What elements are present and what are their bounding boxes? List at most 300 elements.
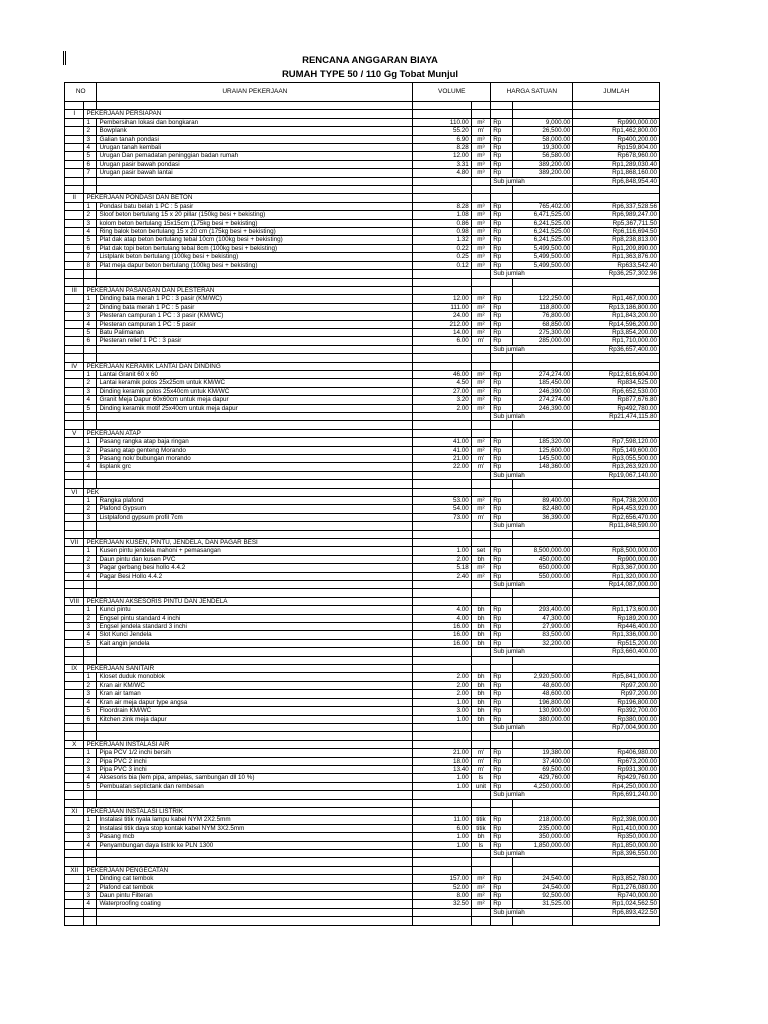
empty-cell bbox=[65, 261, 84, 269]
item-unit: bh bbox=[471, 698, 490, 706]
empty-cell bbox=[573, 740, 660, 748]
item-unit: m' bbox=[471, 513, 490, 521]
subtotal-label: Sub jumlah bbox=[491, 522, 573, 530]
empty-cell bbox=[573, 539, 660, 547]
item-currency: Rp bbox=[491, 816, 513, 824]
item-currency: Rp bbox=[491, 774, 513, 782]
item-unit-price: 24,540.00 bbox=[512, 875, 573, 883]
item-volume: 53.00 bbox=[413, 497, 471, 505]
item-currency: Rp bbox=[491, 370, 513, 378]
table-row bbox=[65, 673, 660, 681]
item-description: Ring balok beton bertulang 15 x 20 cm (175kg besi + bekisting) bbox=[97, 228, 413, 236]
item-currency: Rp bbox=[491, 236, 513, 244]
item-volume: 110.00 bbox=[413, 118, 471, 126]
empty-cell bbox=[573, 656, 660, 664]
table-row bbox=[65, 833, 660, 841]
item-amount: Rp7,598,120.00 bbox=[573, 438, 660, 446]
empty-cell bbox=[512, 102, 573, 110]
empty-cell bbox=[512, 656, 573, 664]
budget-table bbox=[64, 82, 660, 926]
item-number: 4 bbox=[84, 228, 97, 236]
empty-cell bbox=[65, 875, 84, 883]
empty-cell bbox=[573, 589, 660, 597]
item-currency: Rp bbox=[491, 211, 513, 219]
empty-cell bbox=[413, 589, 471, 597]
item-unit-price: 36,390.00 bbox=[512, 513, 573, 521]
subtotal-label: Sub jumlah bbox=[491, 723, 573, 731]
item-currency: Rp bbox=[491, 707, 513, 715]
empty-cell bbox=[65, 589, 84, 597]
empty-cell bbox=[65, 581, 84, 589]
empty-cell bbox=[65, 648, 84, 656]
empty-cell bbox=[573, 110, 660, 118]
item-description: Kloset duduk monoblok bbox=[97, 673, 413, 681]
item-number: 3 bbox=[84, 690, 97, 698]
item-unit: m' bbox=[471, 749, 490, 757]
item-currency: Rp bbox=[491, 497, 513, 505]
item-number: 2 bbox=[84, 505, 97, 513]
empty-cell bbox=[471, 421, 490, 429]
item-unit-price: 6,241,525.00 bbox=[512, 219, 573, 227]
section-title: PEKERJAAN KERAMIK LANTAI DAN DINDING bbox=[84, 362, 413, 370]
item-unit-price: 26,500.00 bbox=[512, 127, 573, 135]
item-unit: m³ bbox=[471, 244, 490, 252]
item-unit: bh bbox=[471, 639, 490, 647]
empty-cell bbox=[65, 328, 84, 336]
empty-cell bbox=[84, 345, 97, 353]
table-row bbox=[65, 631, 660, 639]
table-row bbox=[65, 328, 660, 336]
item-amount: Rp400,200.00 bbox=[573, 135, 660, 143]
table-row bbox=[65, 228, 660, 236]
spacer-row bbox=[65, 917, 660, 925]
empty-cell bbox=[97, 345, 413, 353]
item-description: Pembuatan septictank dan rembesan bbox=[97, 782, 413, 790]
empty-cell bbox=[65, 396, 84, 404]
empty-cell bbox=[65, 253, 84, 261]
empty-cell bbox=[512, 858, 573, 866]
subtotal-row bbox=[65, 908, 660, 916]
empty-cell bbox=[413, 102, 471, 110]
empty-cell bbox=[65, 765, 84, 773]
item-currency: Rp bbox=[491, 169, 513, 177]
section-number: I bbox=[65, 110, 84, 118]
item-volume: 16.00 bbox=[413, 631, 471, 639]
table-header-row bbox=[65, 83, 660, 102]
empty-cell bbox=[84, 858, 97, 866]
empty-cell bbox=[65, 690, 84, 698]
item-description: Granit Meja Dapur 60x60cm untuk meja dapur bbox=[97, 396, 413, 404]
table-row bbox=[65, 715, 660, 723]
table-row bbox=[65, 690, 660, 698]
item-unit: m² bbox=[471, 370, 490, 378]
item-currency: Rp bbox=[491, 883, 513, 891]
empty-cell bbox=[512, 740, 573, 748]
subtotal-label: Sub jumlah bbox=[491, 648, 573, 656]
empty-cell bbox=[491, 354, 513, 362]
table-row bbox=[65, 698, 660, 706]
item-number: 2 bbox=[84, 757, 97, 765]
item-number: 3 bbox=[84, 765, 97, 773]
table-row bbox=[65, 244, 660, 252]
item-unit-price: 58,000.00 bbox=[512, 135, 573, 143]
empty-cell bbox=[65, 917, 84, 925]
item-unit-price: 8,500,000.00 bbox=[512, 547, 573, 555]
empty-cell bbox=[491, 732, 513, 740]
item-amount: Rp350,000.00 bbox=[573, 833, 660, 841]
item-description: Aksesoris bia (lem pipa, ampelas, sambungan dll 10 %) bbox=[97, 774, 413, 782]
empty-cell bbox=[97, 732, 413, 740]
item-volume: 2.00 bbox=[413, 555, 471, 563]
item-amount: Rp2,656,470.00 bbox=[573, 513, 660, 521]
empty-cell bbox=[413, 110, 471, 118]
item-unit: m' bbox=[471, 337, 490, 345]
empty-cell bbox=[573, 362, 660, 370]
empty-cell bbox=[84, 589, 97, 597]
item-amount: Rp4,453,920.00 bbox=[573, 505, 660, 513]
item-description: Sloof beton bertulang 15 x 20 pillar (150kg besi + bekisting) bbox=[97, 211, 413, 219]
item-unit-price: 89,400.00 bbox=[512, 497, 573, 505]
empty-cell bbox=[65, 623, 84, 631]
empty-cell bbox=[573, 530, 660, 538]
section-number: XII bbox=[65, 866, 84, 874]
item-description: Lantai keramik polos 25x25cm untuk KM/WC bbox=[97, 379, 413, 387]
empty-cell bbox=[65, 522, 84, 530]
empty-cell bbox=[65, 858, 84, 866]
section-header-row bbox=[65, 597, 660, 605]
item-description: Plesteran relief 1 PC : 3 pasir bbox=[97, 337, 413, 345]
item-unit: m' bbox=[471, 127, 490, 135]
item-currency: Rp bbox=[491, 875, 513, 883]
section-header-row bbox=[65, 866, 660, 874]
item-description: Pasang mcb bbox=[97, 833, 413, 841]
item-unit-price: 56,580.00 bbox=[512, 152, 573, 160]
item-volume: 2.00 bbox=[413, 681, 471, 689]
item-number: 5 bbox=[84, 236, 97, 244]
item-volume: 1.08 bbox=[413, 211, 471, 219]
item-unit-price: 389,200.00 bbox=[512, 160, 573, 168]
empty-cell bbox=[471, 589, 490, 597]
item-description: Plesteran campuran 1 PC : 3 pasir (KM/WC) bbox=[97, 312, 413, 320]
empty-cell bbox=[471, 648, 490, 656]
empty-cell bbox=[512, 799, 573, 807]
item-unit-price: 32,200.00 bbox=[512, 639, 573, 647]
item-unit-price: 765,402.00 bbox=[512, 202, 573, 210]
item-volume: 54.00 bbox=[413, 505, 471, 513]
empty-cell bbox=[573, 194, 660, 202]
table-row bbox=[65, 454, 660, 462]
empty-cell bbox=[84, 186, 97, 194]
subtotal-label: Sub jumlah bbox=[491, 581, 573, 589]
item-amount: Rp678,960.00 bbox=[573, 152, 660, 160]
empty-cell bbox=[65, 345, 84, 353]
empty-cell bbox=[84, 732, 97, 740]
section-number: V bbox=[65, 429, 84, 437]
item-unit: m³ bbox=[471, 202, 490, 210]
item-volume: 3.20 bbox=[413, 396, 471, 404]
empty-cell bbox=[84, 791, 97, 799]
item-amount: Rp990,000.00 bbox=[573, 118, 660, 126]
item-number: 4 bbox=[84, 144, 97, 152]
empty-cell bbox=[97, 480, 413, 488]
item-amount: Rp392,700.00 bbox=[573, 707, 660, 715]
item-number: 3 bbox=[84, 564, 97, 572]
empty-cell bbox=[65, 799, 84, 807]
empty-cell bbox=[97, 177, 413, 185]
item-unit-price: 118,800.00 bbox=[512, 303, 573, 311]
item-volume: 3.00 bbox=[413, 707, 471, 715]
empty-cell bbox=[471, 908, 490, 916]
empty-cell bbox=[471, 665, 490, 673]
empty-cell bbox=[84, 421, 97, 429]
empty-cell bbox=[413, 522, 471, 530]
spacer-row bbox=[65, 530, 660, 538]
table-row bbox=[65, 782, 660, 790]
empty-cell bbox=[65, 387, 84, 395]
empty-cell bbox=[84, 412, 97, 420]
empty-cell bbox=[65, 673, 84, 681]
subtotal-row bbox=[65, 177, 660, 185]
item-number: 3 bbox=[84, 833, 97, 841]
section-header-row bbox=[65, 286, 660, 294]
item-volume: 41.00 bbox=[413, 446, 471, 454]
item-unit-price: 27,900.00 bbox=[512, 623, 573, 631]
empty-cell bbox=[471, 270, 490, 278]
section-number: II bbox=[65, 194, 84, 202]
table-row bbox=[65, 202, 660, 210]
item-unit: ls bbox=[471, 774, 490, 782]
empty-cell bbox=[471, 362, 490, 370]
item-amount: Rp2,398,000.00 bbox=[573, 816, 660, 824]
item-unit-price: 19,380.00 bbox=[512, 749, 573, 757]
empty-cell bbox=[512, 665, 573, 673]
table-row bbox=[65, 505, 660, 513]
item-amount: Rp1,843,200.00 bbox=[573, 312, 660, 320]
item-description: Dinding keramik polos 25x40cm untuk KM/WC bbox=[97, 387, 413, 395]
empty-cell bbox=[413, 480, 471, 488]
item-unit-price: 37,400.00 bbox=[512, 757, 573, 765]
item-description: Urugan tanah kembali bbox=[97, 144, 413, 152]
item-description: Engsel jendela standard 3 inchi bbox=[97, 623, 413, 631]
empty-cell bbox=[84, 908, 97, 916]
item-amount: Rp4,250,000.00 bbox=[573, 782, 660, 790]
empty-cell bbox=[65, 698, 84, 706]
section-title: PEKERJAAN KUSEN, PINTU, JENDELA, DAN PAGAR BESI bbox=[84, 539, 413, 547]
item-unit-price: 31,525.00 bbox=[512, 900, 573, 908]
item-unit: m² bbox=[471, 320, 490, 328]
item-description: Dinding keramik motif 25x40cm untuk meja dapur bbox=[97, 404, 413, 412]
empty-cell bbox=[471, 110, 490, 118]
section-title: PEKERJAAN INSTALASI AIR bbox=[84, 740, 413, 748]
item-unit-price: 185,320.00 bbox=[512, 438, 573, 446]
item-number: 5 bbox=[84, 639, 97, 647]
item-description: Kran air taman bbox=[97, 690, 413, 698]
item-unit-price: 350,000.00 bbox=[512, 833, 573, 841]
item-unit: m' bbox=[471, 454, 490, 462]
empty-cell bbox=[573, 665, 660, 673]
item-currency: Rp bbox=[491, 631, 513, 639]
section-number: VI bbox=[65, 488, 84, 496]
empty-cell bbox=[413, 429, 471, 437]
empty-cell bbox=[65, 715, 84, 723]
item-currency: Rp bbox=[491, 681, 513, 689]
empty-cell bbox=[512, 421, 573, 429]
item-number: 2 bbox=[84, 824, 97, 832]
empty-cell bbox=[573, 429, 660, 437]
empty-cell bbox=[65, 412, 84, 420]
empty-cell bbox=[491, 278, 513, 286]
item-amount: Rp900,000.00 bbox=[573, 555, 660, 563]
empty-cell bbox=[65, 564, 84, 572]
item-number: 4 bbox=[84, 463, 97, 471]
subtotal-row bbox=[65, 581, 660, 589]
item-unit: m² bbox=[471, 505, 490, 513]
item-number: 7 bbox=[84, 169, 97, 177]
item-description: Instalasi titik nyala lampu kabel NYM 2X2.5mm bbox=[97, 816, 413, 824]
item-amount: Rp189,200.00 bbox=[573, 614, 660, 622]
empty-cell bbox=[491, 917, 513, 925]
empty-cell bbox=[413, 597, 471, 605]
item-number: 3 bbox=[84, 219, 97, 227]
table-row bbox=[65, 707, 660, 715]
item-unit-price: 6,241,525.00 bbox=[512, 236, 573, 244]
item-unit-price: 6,241,525.00 bbox=[512, 228, 573, 236]
item-unit-price: 69,500.00 bbox=[512, 765, 573, 773]
table-row bbox=[65, 127, 660, 135]
item-description: Pasang nok/ bubungan morando bbox=[97, 454, 413, 462]
empty-cell bbox=[97, 421, 413, 429]
item-amount: Rp97,200.00 bbox=[573, 690, 660, 698]
empty-cell bbox=[65, 841, 84, 849]
empty-cell bbox=[65, 219, 84, 227]
empty-cell bbox=[97, 858, 413, 866]
empty-cell bbox=[84, 530, 97, 538]
item-description: Instalasi titik daya stop kontak kabel NYM 3X2.5mm bbox=[97, 824, 413, 832]
empty-cell bbox=[491, 429, 513, 437]
item-amount: Rp6,989,247.00 bbox=[573, 211, 660, 219]
item-currency: Rp bbox=[491, 606, 513, 614]
subtotal-amount: Rp7,004,900.00 bbox=[573, 723, 660, 731]
item-description: kolom beton bertulang 15x15cm (175kg besi + bekisting) bbox=[97, 219, 413, 227]
item-volume: 4.00 bbox=[413, 614, 471, 622]
item-number: 3 bbox=[84, 892, 97, 900]
item-volume: 18.00 bbox=[413, 757, 471, 765]
empty-cell bbox=[512, 354, 573, 362]
empty-cell bbox=[84, 656, 97, 664]
item-number: 6 bbox=[84, 715, 97, 723]
empty-cell bbox=[512, 286, 573, 294]
table-row bbox=[65, 295, 660, 303]
empty-cell bbox=[97, 530, 413, 538]
item-currency: Rp bbox=[491, 673, 513, 681]
item-description: Pasang atap genteng Morando bbox=[97, 446, 413, 454]
item-number: 2 bbox=[84, 555, 97, 563]
table-row bbox=[65, 497, 660, 505]
item-amount: Rp834,525.00 bbox=[573, 379, 660, 387]
item-amount: Rp13,186,800.00 bbox=[573, 303, 660, 311]
subtotal-row bbox=[65, 522, 660, 530]
item-description: Plat meja dapur beton bertulang (100kg besi + bekisting) bbox=[97, 261, 413, 269]
item-unit-price: 450,000.00 bbox=[512, 555, 573, 563]
empty-cell bbox=[512, 597, 573, 605]
item-number: 6 bbox=[84, 244, 97, 252]
item-number: 2 bbox=[84, 883, 97, 891]
item-unit: ls bbox=[471, 841, 490, 849]
item-unit-price: 275,300.00 bbox=[512, 328, 573, 336]
table-row bbox=[65, 438, 660, 446]
item-number: 7 bbox=[84, 253, 97, 261]
item-unit-price: 235,000.00 bbox=[512, 824, 573, 832]
item-amount: Rp1,410,000.00 bbox=[573, 824, 660, 832]
empty-cell bbox=[413, 917, 471, 925]
empty-cell bbox=[65, 454, 84, 462]
item-currency: Rp bbox=[491, 547, 513, 555]
subtotal-amount: Rp36,657,400.00 bbox=[573, 345, 660, 353]
item-volume: 0.25 bbox=[413, 253, 471, 261]
header-jumlah: JUMLAH bbox=[573, 83, 660, 102]
empty-cell bbox=[491, 480, 513, 488]
item-description: Plesteran campuran 1 PC : 5 pasir bbox=[97, 320, 413, 328]
item-currency: Rp bbox=[491, 387, 513, 395]
empty-cell bbox=[471, 412, 490, 420]
item-amount: Rp1,336,000.00 bbox=[573, 631, 660, 639]
item-description: Dinding bata merah 1 PC : 5 pasir bbox=[97, 303, 413, 311]
item-volume: 2.00 bbox=[413, 404, 471, 412]
empty-cell bbox=[491, 866, 513, 874]
item-currency: Rp bbox=[491, 244, 513, 252]
item-volume: 46.00 bbox=[413, 370, 471, 378]
empty-cell bbox=[97, 102, 413, 110]
item-currency: Rp bbox=[491, 328, 513, 336]
item-unit: m' bbox=[471, 765, 490, 773]
table-row bbox=[65, 547, 660, 555]
item-amount: Rp633,542.40 bbox=[573, 261, 660, 269]
item-description: Daun pintu dan kusen PVC bbox=[97, 555, 413, 563]
item-unit: unit bbox=[471, 782, 490, 790]
item-unit: m² bbox=[471, 118, 490, 126]
item-unit: bh bbox=[471, 555, 490, 563]
subtotal-label: Sub jumlah bbox=[491, 177, 573, 185]
item-number: 1 bbox=[84, 370, 97, 378]
empty-cell bbox=[573, 488, 660, 496]
item-unit-price: 5,499,500.00 bbox=[512, 253, 573, 261]
subtotal-amount: Rp14,087,000.00 bbox=[573, 581, 660, 589]
empty-cell bbox=[491, 194, 513, 202]
item-unit: m² bbox=[471, 328, 490, 336]
item-unit-price: 9,000.00 bbox=[512, 118, 573, 126]
empty-cell bbox=[65, 169, 84, 177]
item-unit-price: 429,760.00 bbox=[512, 774, 573, 782]
spacer-row bbox=[65, 480, 660, 488]
empty-cell bbox=[65, 816, 84, 824]
subtotal-amount: Rp6,691,240.00 bbox=[573, 791, 660, 799]
spacer-row bbox=[65, 589, 660, 597]
empty-cell bbox=[413, 177, 471, 185]
item-volume: 6.00 bbox=[413, 337, 471, 345]
section-header-row bbox=[65, 807, 660, 815]
empty-cell bbox=[413, 421, 471, 429]
empty-cell bbox=[491, 740, 513, 748]
table-row bbox=[65, 261, 660, 269]
item-unit-price: 125,600.00 bbox=[512, 446, 573, 454]
item-currency: Rp bbox=[491, 765, 513, 773]
item-unit: m² bbox=[471, 900, 490, 908]
section-header-row bbox=[65, 429, 660, 437]
item-amount: Rp429,760.00 bbox=[573, 774, 660, 782]
table-body bbox=[65, 102, 660, 926]
section-number: IV bbox=[65, 362, 84, 370]
item-amount: Rp6,116,694.50 bbox=[573, 228, 660, 236]
